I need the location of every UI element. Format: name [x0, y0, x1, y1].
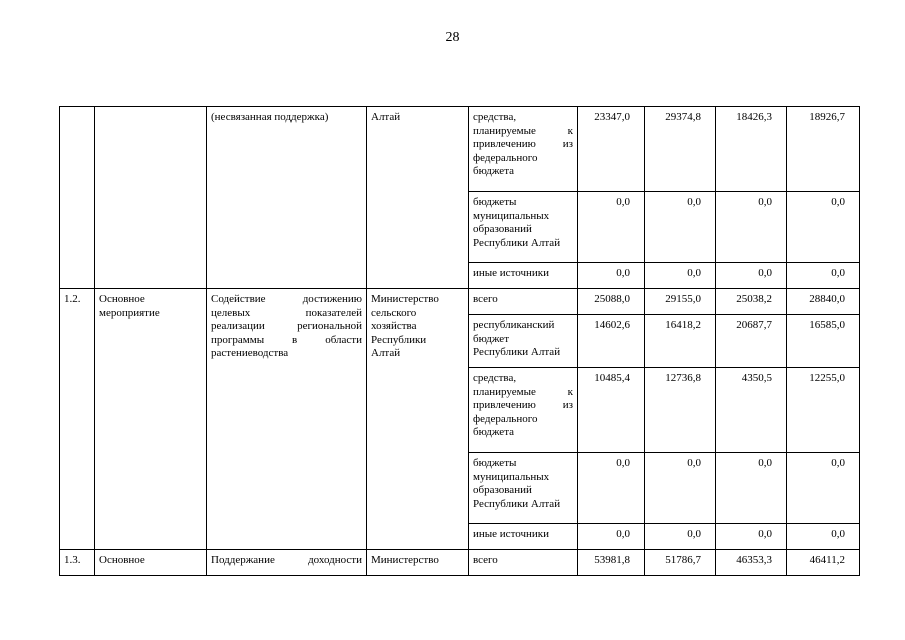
cell-event-name: Поддержание доходности [207, 550, 367, 576]
cell-event-name: Содействие достижению целевых показателей реализации региональной программы в области растениеводства [207, 289, 367, 550]
cell-value: 0,0 [645, 453, 716, 524]
page-number: 28 [445, 30, 460, 45]
cell-value: 0,0 [578, 263, 645, 289]
budget-table [59, 106, 860, 576]
cell-responsible: Министерство сельского хозяйства Республики Алтай [367, 289, 469, 550]
cell-source: всего [469, 289, 578, 315]
cell-number [60, 107, 95, 289]
cell-source: средства, планируемые к привлечению из федерального бюджета [469, 107, 578, 192]
cell-event-name: (несвязанная поддержка) [207, 107, 367, 289]
cell-value: 0,0 [716, 192, 787, 263]
cell-value: 29374,8 [645, 107, 716, 192]
cell-value: 0,0 [716, 263, 787, 289]
cell-type [95, 107, 207, 289]
cell-type: Основное мероприятие [95, 289, 207, 550]
cell-source: всего [469, 550, 578, 576]
cell-type: Основное [95, 550, 207, 576]
cell-number: 1.2. [60, 289, 95, 550]
cell-value: 16418,2 [645, 315, 716, 368]
table-row [60, 289, 860, 315]
cell-value: 0,0 [787, 263, 860, 289]
cell-value: 18926,7 [787, 107, 860, 192]
cell-value: 0,0 [645, 263, 716, 289]
cell-value: 0,0 [645, 524, 716, 550]
cell-value: 0,0 [716, 524, 787, 550]
cell-value: 25038,2 [716, 289, 787, 315]
cell-source: бюджеты муниципальных образований Республики Алтай [469, 192, 578, 263]
cell-value: 51786,7 [645, 550, 716, 576]
cell-source: иные источники [469, 524, 578, 550]
cell-value: 29155,0 [645, 289, 716, 315]
cell-value: 20687,7 [716, 315, 787, 368]
table-row [60, 107, 860, 192]
cell-value: 12255,0 [787, 368, 860, 453]
cell-value: 28840,0 [787, 289, 860, 315]
cell-value: 0,0 [645, 192, 716, 263]
cell-value: 0,0 [578, 192, 645, 263]
cell-value: 10485,4 [578, 368, 645, 453]
cell-value: 0,0 [578, 453, 645, 524]
cell-source: республиканский бюджет Республики Алтай [469, 315, 578, 368]
cell-value: 0,0 [578, 524, 645, 550]
cell-value: 46411,2 [787, 550, 860, 576]
cell-value: 4350,5 [716, 368, 787, 453]
cell-value: 14602,6 [578, 315, 645, 368]
cell-value: 0,0 [787, 453, 860, 524]
cell-value: 25088,0 [578, 289, 645, 315]
cell-value: 0,0 [716, 453, 787, 524]
cell-value: 12736,8 [645, 368, 716, 453]
cell-responsible: Алтай [367, 107, 469, 289]
cell-value: 18426,3 [716, 107, 787, 192]
cell-value: 53981,8 [578, 550, 645, 576]
cell-source: иные источники [469, 263, 578, 289]
cell-number: 1.3. [60, 550, 95, 576]
cell-value: 16585,0 [787, 315, 860, 368]
cell-value: 46353,3 [716, 550, 787, 576]
cell-value: 0,0 [787, 192, 860, 263]
cell-responsible: Министерство [367, 550, 469, 576]
cell-source: бюджеты муниципальных образований Республики Алтай [469, 453, 578, 524]
cell-source: средства, планируемые к привлечению из федерального бюджета [469, 368, 578, 453]
cell-value: 0,0 [787, 524, 860, 550]
table-row [60, 550, 860, 576]
cell-value: 23347,0 [578, 107, 645, 192]
